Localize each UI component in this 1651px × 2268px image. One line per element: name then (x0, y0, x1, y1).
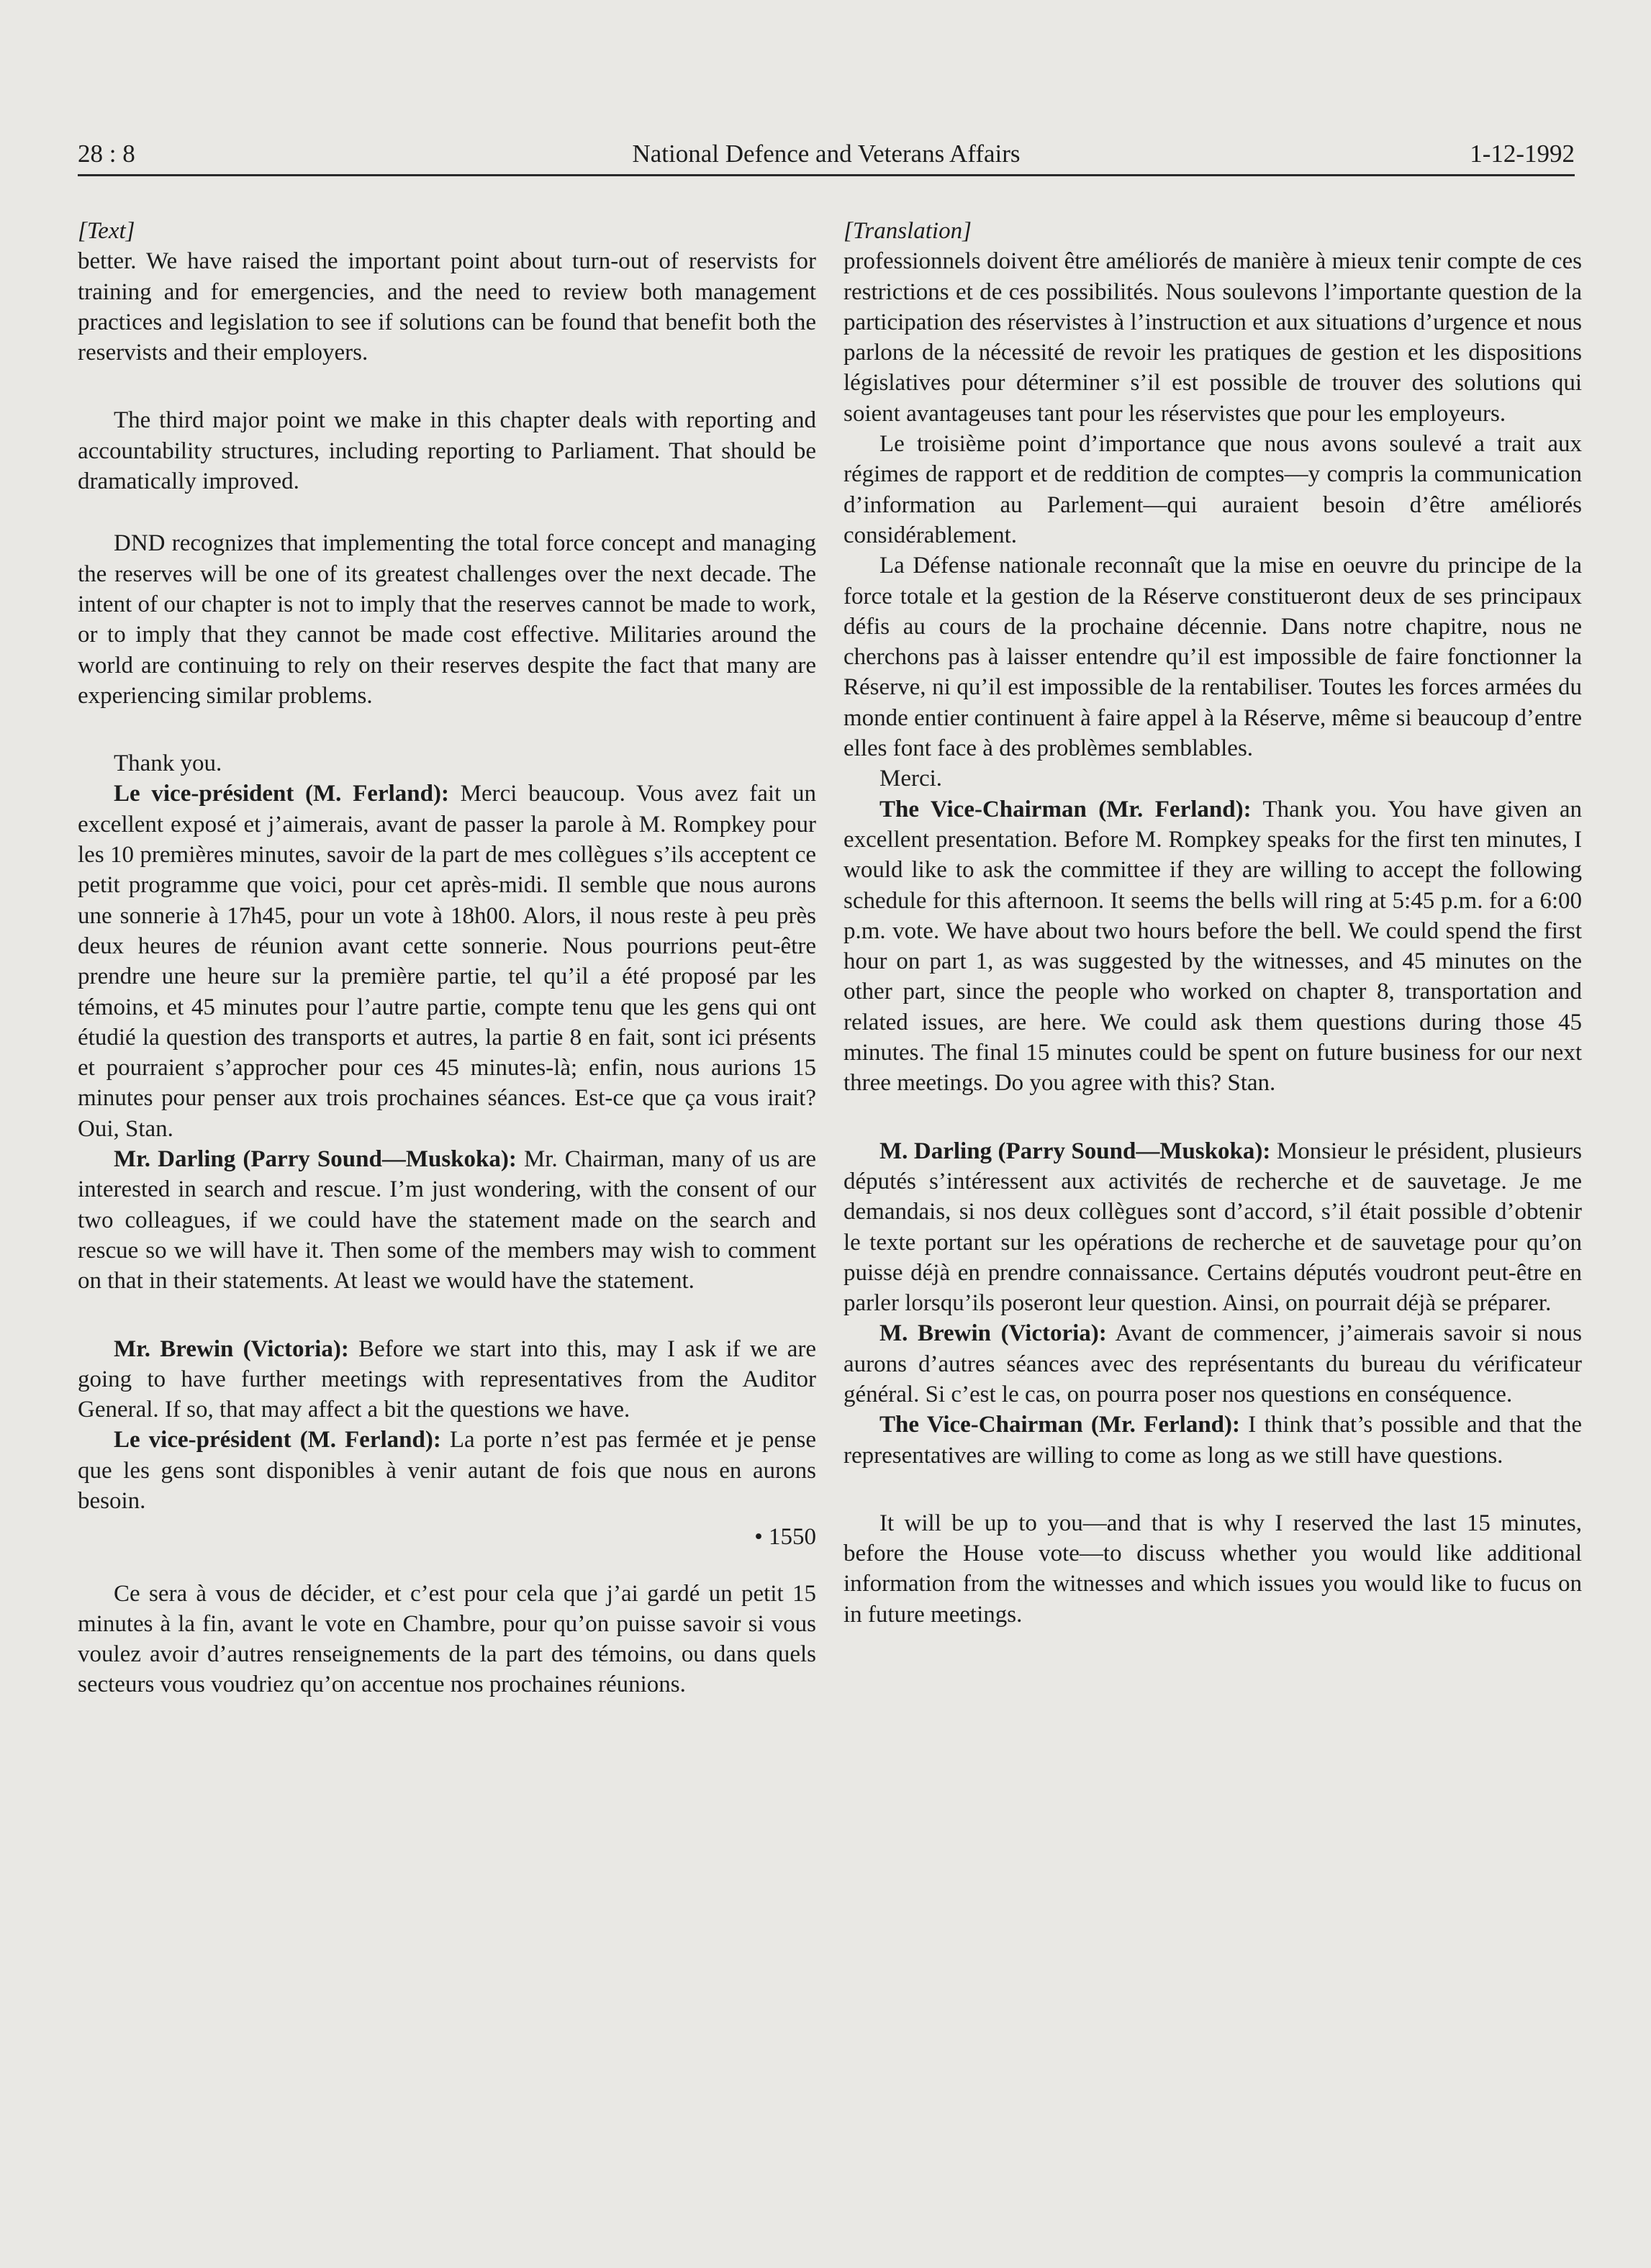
translation-column (843, 216, 1582, 1630)
paragraph: DND recognizes that implementing the total force concept and managing the reserves will be one of its greatest challenges over the next decade. The intent of our chapter is not to imply that the reserves cannot be made to work, or to imply that they cannot be made cost effective. Militaries around the world are continuing to rely on their reserves despite the fact that many are experiencing similar problems. (78, 530, 816, 709)
speech-text: La porte n’est pas fermée et je pense que les gens sont disponibles à venir autant de fois que nous en aurons besoin. (78, 1427, 816, 1514)
page-number: 28 : 8 (78, 140, 135, 168)
speaker-paragraph (78, 1334, 816, 1425)
speaker-paragraph (843, 1136, 1582, 1319)
speaker-name: Le vice-président (M. Ferland): (114, 1427, 441, 1453)
column-label-text: Text (86, 218, 126, 244)
speech-text: Before we start into this, may I ask if we are going to have further meetings with representatives from the Auditor General. If so, that may affect a bit the questions we have. (78, 1335, 816, 1423)
column-label-text: Translation (852, 218, 963, 244)
paragraph: better. We have raised the important point about turn-out of reservists for training and for emergencies, and the need to review both management practices and legislation to see if solutions can be found that benefit both the reservists and their employers. (78, 248, 816, 366)
speaker-name: The Vice-Chairman (Mr. Ferland): (879, 796, 1252, 822)
paragraph: Thank you. (114, 750, 222, 777)
speaker-name: Mr. Darling (Parry Sound—Muskoka): (114, 1146, 517, 1173)
column-label: [Translation] (843, 218, 972, 244)
paragraph: Merci. (879, 766, 943, 792)
speaker-paragraph (78, 1425, 816, 1516)
text-column (78, 216, 816, 1700)
speech-text: Thank you. You have given an excellent presentation. Before M. Rompkey speaks for the first ten minutes, I would like to ask the committee if they are willing to accept the following schedule for this afternoon. It seems the bells will ring at 5:45 p.m. for a 6:00 p.m. vote. We have about two hours before the bell. We could spend the first hour on part 1, as was suggested by the witnesses, and 45 minutes on the other part, since the people who worked on chapter 8, transportation and related issues, are here. We could ask them questions during those 45 minutes. The final 15 minutes could be spent on future business for our next three meetings. Do you agree with this? Stan. (843, 796, 1582, 1097)
speech-text: Monsieur le président, plusieurs députés s’intéressent aux activités de recherche et de sauvetage. Je me demandais, si nos deux collègues sont d’accord, s’il était possible d’obtenir le texte portant sur les opérations de recherche et de sauvetage pour qu’on puisse déjà en prendre connaissance. Certains députés voudront peut-être en parler lorsqu’ils poseront leur question. Ainsi, on pourrait déjà se préparer. (843, 1138, 1582, 1317)
speaker-name: M. Brewin (Victoria): (879, 1320, 1107, 1347)
page-title: National Defence and Veterans Affairs (632, 140, 1021, 168)
paragraph: La Défense nationale reconnaît que la mise en oeuvre du principe de la force totale et la gestion de la Réserve constitueront deux de ses principaux défis au cours de la prochaine décennie. Dans notre chapitre, nous ne cherchons pas à laisser entendre qu’il est impossible de faire fonctionner la Réserve, ni qu’il est impossible de la rentabiliser. Toutes les forces armées du monde entier continuent à faire appel à la Réserve, même si beaucoup d’entre elles font face à des problèmes semblables. (843, 553, 1582, 762)
header-date: 1-12-1992 (1470, 140, 1575, 168)
column-label: [Text] (78, 218, 135, 244)
paragraph: The third major point we make in this chapter deals with reporting and accountability structures, including reporting to Parliament. That should be dramatically improved. (78, 407, 816, 495)
paragraph: It will be up to you—and that is why I reserved the last 15 minutes, before the House vote—to discuss whether you would like additional information from the witnesses and which issues you would like to fucus on in future meetings. (843, 1510, 1582, 1628)
time-marker: • 1550 (754, 1524, 816, 1551)
speech-text: Mr. Chairman, many of us are interested in search and rescue. I’m just wondering, with the consent of our two colleagues, if we could have the statement made on the search and rescue so we will have it. Then some of the members may wish to comment on that in their statements. At least we would have the statement. (78, 1146, 816, 1294)
speaker-paragraph (78, 779, 816, 1144)
speaker-paragraph (843, 1318, 1582, 1410)
speaker-paragraph (843, 794, 1582, 1099)
running-header (78, 134, 1575, 176)
paragraph: professionnels doivent être améliorés de manière à mieux tenir compte de ces restrictions et de ces possibilités. Nous soulevons l’importante question de la participation des réservistes à l’instruction et aux situations d’urgence et nous parlons de la nécessité de revoir les pratiques de gestion et les dispositions législatives pour déterminer s’il est possible de trouver des solutions qui soient avantageuses tant pour les réservistes que pour les employeurs. (843, 248, 1582, 427)
paragraph: Ce sera à vous de décider, et c’est pour cela que j’ai gardé un petit 15 minutes à la fin, avant le vote en Chambre, pour qu’on puisse savoir si vous voulez avoir d’autres renseignements de la part des témoins, ou dans quels secteurs vous voudriez qu’on accentue nos prochaines réunions. (78, 1580, 816, 1698)
speech-text: Avant de commencer, j’aimerais savoir si nous aurons d’autres séances avec des représentants du bureau du vérificateur général. Si c’est le cas, on pourra poser nos questions en conséquence. (843, 1320, 1582, 1407)
speaker-name: M. Darling (Parry Sound—Muskoka): (879, 1138, 1271, 1164)
speaker-name: The Vice-Chairman (Mr. Ferland): (879, 1412, 1241, 1438)
paragraph: Le troisième point d’importance que nous avons soulevé a trait aux régimes de rapport et de reddition de comptes—y compris la communication d’information au Parlement—qui auraient besoin d’être améliorés considérablement. (843, 431, 1582, 548)
speaker-paragraph (843, 1410, 1582, 1471)
speaker-paragraph (78, 1144, 816, 1296)
speaker-name: Mr. Brewin (Victoria): (114, 1335, 349, 1362)
speaker-name: Le vice-président (M. Ferland): (114, 781, 449, 807)
speech-text: I think that’s possible and that the representatives are willing to come as long as we still have questions. (843, 1412, 1583, 1469)
speech-text: Merci beaucoup. Vous avez fait un excellent exposé et j’aimerais, avant de passer la parole à M. Rompkey pour les 10 premières minutes, savoir de la part de mes collègues s’ils acceptent ce petit programme que voici, pour cet après-midi. Il semble que nous aurons une sonnerie à 17h45, pour un vote à 18h00. Alors, il nous reste à peu près deux heures de réunion avant cette sonnerie. Nous pourrions peut-être prendre une heure sur la première partie, tel qu’il a été proposé par les témoins, et 45 minutes pour l’autre partie, compte tenu que les gens qui ont étudié la question des transports et autres, la partie 8 en fait, sont ici présents et pourraient s’approcher pour ces 45 minutes-là; enfin, nous aurions 15 minutes pour penser aux trois prochaines séances. Est-ce que ça vous irait? Oui, Stan. (78, 781, 816, 1142)
